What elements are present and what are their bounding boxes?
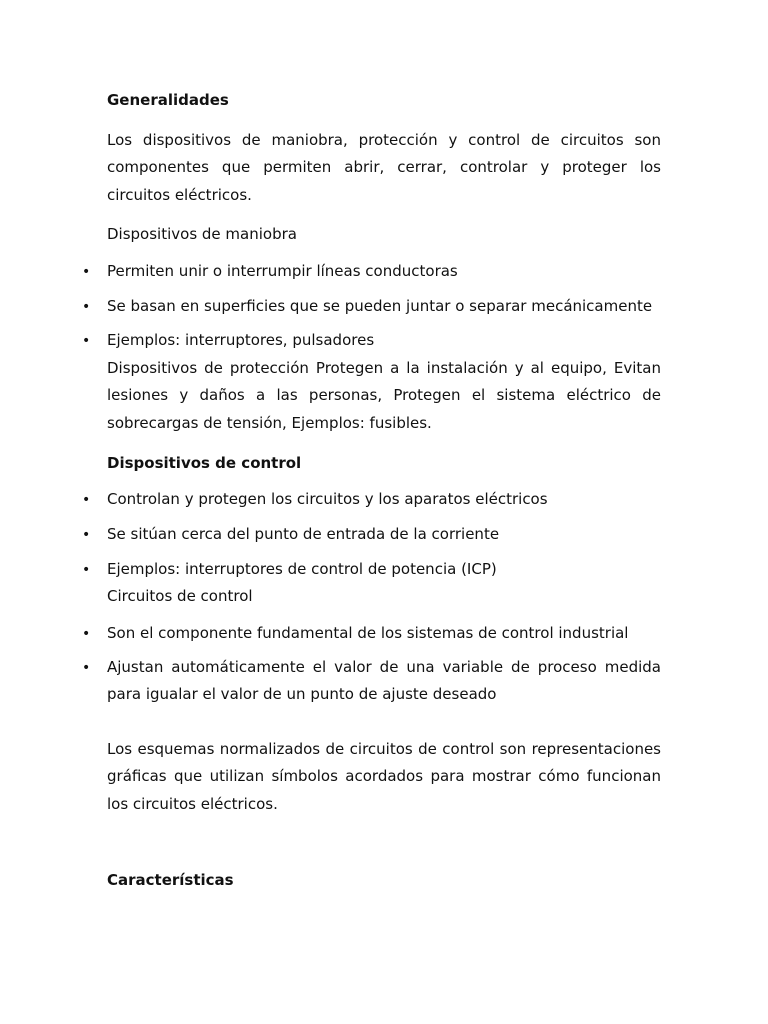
control-item-2: Se sitúan cerca del punto de entrada de la corriente xyxy=(107,525,500,543)
intro-paragraph: Los dispositivos de maniobra, protección y control de circuitos son componentes que permiten abrir, cerrar, controlar y proteger los circuitos eléctricos. xyxy=(107,131,661,204)
bullet-marker: • xyxy=(82,527,91,543)
maniobra-item-1: Permiten unir o interrumpir líneas conductoras xyxy=(107,262,458,280)
bullet-marker: • xyxy=(82,264,91,280)
maniobra-title: Dispositivos de maniobra xyxy=(107,225,297,243)
control-item-3: Ejemplos: interruptores de control de potencia (ICP) xyxy=(107,560,497,578)
proteccion-paragraph: Dispositivos de protección Protegen a la instalación y al equipo, Evitan lesiones y daños a las personas, Protegen el sistema eléctrico de sobrecargas de tensión, Ejemplos: fusibles. xyxy=(107,359,661,432)
bullet-marker: • xyxy=(82,299,91,315)
circuitos-title: Circuitos de control xyxy=(107,587,253,605)
circuitos-item-1: Son el componente fundamental de los sistemas de control industrial xyxy=(107,624,629,642)
control-item-1: Controlan y protegen los circuitos y los aparatos eléctricos xyxy=(107,490,548,508)
bullet-marker: • xyxy=(82,562,91,578)
bullet-marker: • xyxy=(82,626,91,642)
heading-generalidades: Generalidades xyxy=(107,91,229,109)
bullet-marker: • xyxy=(82,492,91,508)
circuitos-item-2: Ajustan automáticamente el valor de una variable de proceso medida para igualar el valor de un punto de ajuste deseado xyxy=(107,658,661,704)
bullet-marker: • xyxy=(82,660,91,676)
maniobra-item-3: Ejemplos: interruptores, pulsadores xyxy=(107,331,375,349)
esquemas-paragraph: Los esquemas normalizados de circuitos de control son representaciones gráficas que utilizan símbolos acordados para mostrar cómo funcionan los circuitos eléctricos. xyxy=(107,740,661,813)
bullet-marker: • xyxy=(82,333,91,349)
heading-caracteristicas: Características xyxy=(107,871,234,889)
heading-control: Dispositivos de control xyxy=(107,454,302,472)
maniobra-item-2: Se basan en superficies que se pueden juntar o separar mecánicamente xyxy=(107,297,653,315)
